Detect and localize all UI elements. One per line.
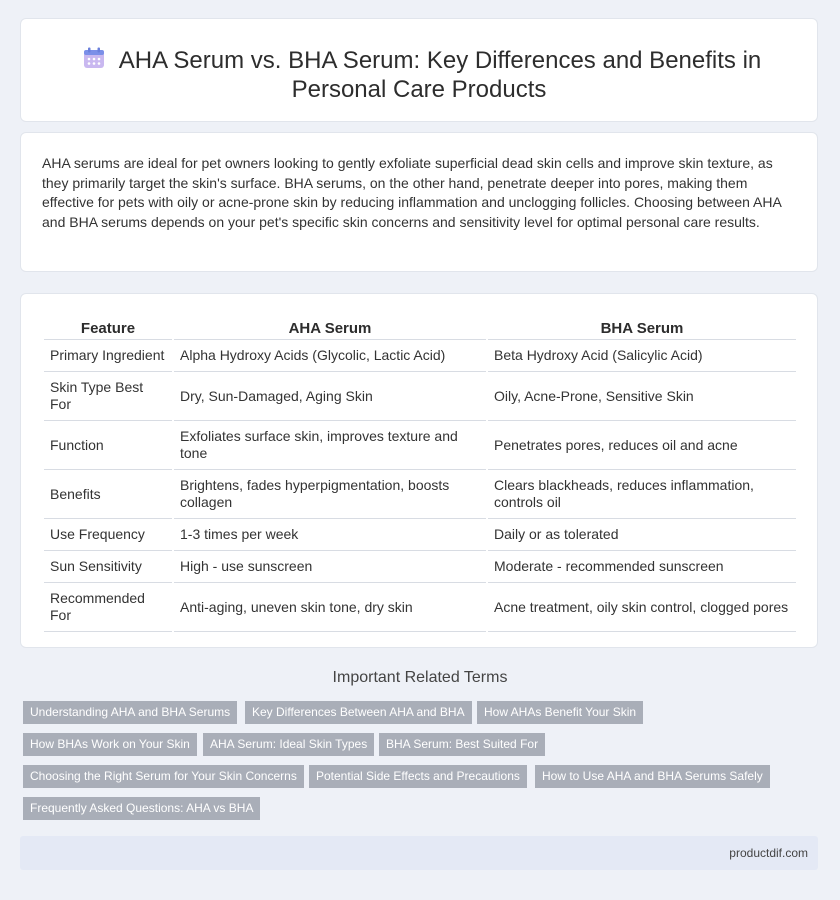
- aha-cell: 1-3 times per week: [174, 519, 486, 551]
- header-aha: AHA Serum: [174, 315, 486, 340]
- page-title-line-1: AHA Serum vs. BHA Serum: Key Differences and Benefits in: [118, 47, 762, 74]
- bha-cell: Daily or as tolerated: [488, 519, 796, 551]
- feature-cell: Primary Ingredient: [44, 340, 172, 372]
- aha-cell: Dry, Sun-Damaged, Aging Skin: [174, 372, 486, 421]
- related-term-tag[interactable]: How to Use AHA and BHA Serums Safely: [535, 765, 770, 788]
- comparison-table: [42, 315, 798, 632]
- related-term-tag[interactable]: How BHAs Work on Your Skin: [23, 733, 197, 756]
- page-title: [21, 46, 817, 104]
- table-row: [44, 372, 796, 421]
- bha-cell: Moderate - recommended sunscreen: [488, 551, 796, 583]
- footer-site-link[interactable]: productdif.com: [729, 846, 808, 860]
- bha-cell: Acne treatment, oily skin control, clogged pores: [488, 583, 796, 632]
- aha-cell: Alpha Hydroxy Acids (Glycolic, Lactic Acid): [174, 340, 486, 372]
- related-term-tag[interactable]: BHA Serum: Best Suited For: [379, 733, 545, 756]
- feature-cell: Skin Type Best For: [44, 372, 172, 421]
- related-term-tag[interactable]: Frequently Asked Questions: AHA vs BHA: [23, 797, 260, 820]
- feature-cell: Recommended For: [44, 583, 172, 632]
- related-terms-title: Important Related Terms: [332, 669, 508, 686]
- table-row: [44, 551, 796, 583]
- title-card: [20, 18, 818, 122]
- bha-cell: Beta Hydroxy Acid (Salicylic Acid): [488, 340, 796, 372]
- table-row: [44, 519, 796, 551]
- header-bha: BHA Serum: [488, 315, 796, 340]
- aha-cell: Anti-aging, uneven skin tone, dry skin: [174, 583, 486, 632]
- feature-cell: Sun Sensitivity: [44, 551, 172, 583]
- bha-cell: Penetrates pores, reduces oil and acne: [488, 421, 796, 470]
- related-term-tag[interactable]: AHA Serum: Ideal Skin Types: [203, 733, 374, 756]
- related-term-tag[interactable]: Choosing the Right Serum for Your Skin Concerns: [23, 765, 304, 788]
- aha-cell: Brightens, fades hyperpigmentation, boosts collagen: [174, 470, 486, 519]
- page-title-line-2: Personal Care Products: [291, 76, 547, 103]
- bha-cell: Clears blackheads, reduces inflammation, controls oil: [488, 470, 796, 519]
- table-row: [44, 340, 796, 372]
- table-row: [44, 470, 796, 519]
- intro-paragraph: AHA serums are ideal for pet owners looking to gently exfoliate superficial dead skin cells and improve skin texture, as they primarily target the skin's surface. BHA serums, on the other hand, penetrate deeper into pores, making them effective for pets with oily or acne-prone skin by reducing inflammation and unclogging follicles. Choosing between AHA and BHA serums depends on your pet's specific skin concerns and sensitivity level for optimal personal care results.: [42, 155, 782, 230]
- aha-cell: High - use sunscreen: [174, 551, 486, 583]
- footer: [20, 836, 818, 870]
- table-row: [44, 583, 796, 632]
- header-feature: Feature: [44, 315, 172, 340]
- feature-cell: Benefits: [44, 470, 172, 519]
- related-term-tag[interactable]: Key Differences Between AHA and BHA: [245, 701, 472, 724]
- table-header-row: [44, 315, 796, 340]
- feature-cell: Function: [44, 421, 172, 470]
- comparison-card: [20, 293, 818, 648]
- related-term-tag[interactable]: Potential Side Effects and Precautions: [309, 765, 527, 788]
- table-row: [44, 421, 796, 470]
- feature-cell: Use Frequency: [44, 519, 172, 551]
- intro-card: [20, 132, 818, 272]
- aha-cell: Exfoliates surface skin, improves texture and tone: [174, 421, 486, 470]
- bha-cell: Oily, Acne-Prone, Sensitive Skin: [488, 372, 796, 421]
- related-term-tag[interactable]: How AHAs Benefit Your Skin: [477, 701, 643, 724]
- related-term-tag[interactable]: Understanding AHA and BHA Serums: [23, 701, 237, 724]
